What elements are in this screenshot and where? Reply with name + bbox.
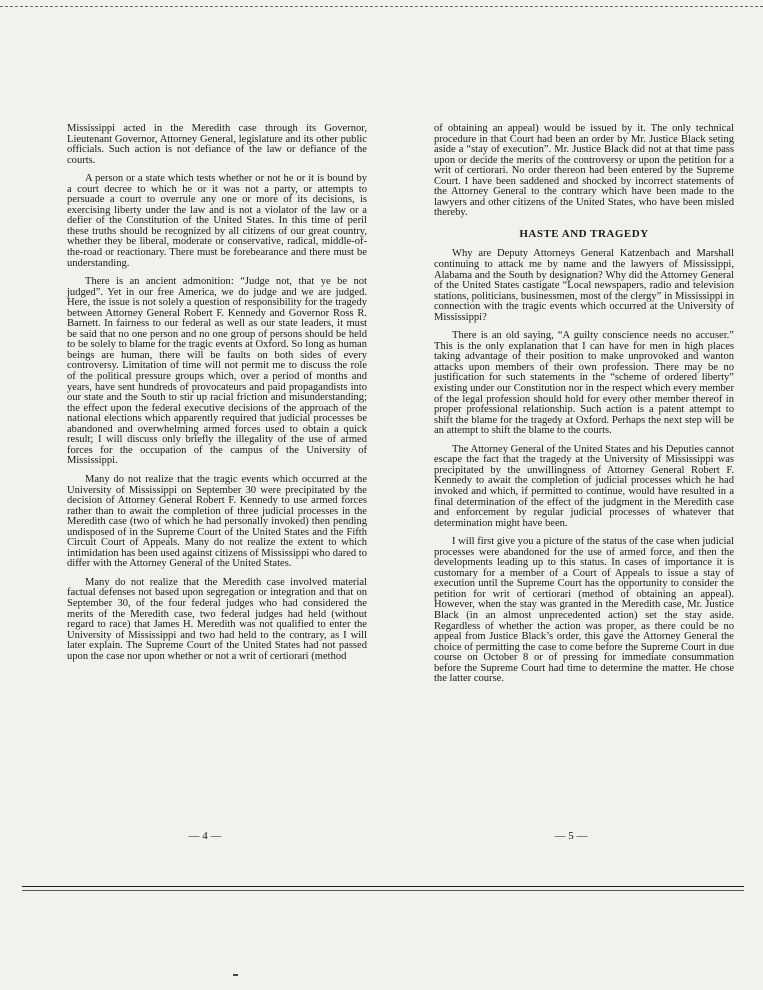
paragraph: Mississippi acted in the Meredith case through its Governor, Lieutenant Governor, Attorney General, legislature and its other public officials. Such action is not defiance of the law or defiance of the courts.	[67, 123, 367, 166]
bottom-rule	[22, 886, 744, 887]
paragraph: I will first give you a picture of the status of the case when judicial processes were abandoned for the use of armed force, and then the developments leading up to this status. In cases of importance it is customary for a member of a Court of Appeals to issue a stay of execution until the Supreme Court has the opportunity to consider the petition for writ of certiorari (method of obtaining an appeal). However, when the stay was granted in the Meredith case, Mr. Justice Black (in an almost unprecedented action) set the stay aside. Regardless of whether the action was proper, as there could be no appeal from Justice Black’s order, this gave the Attorney General the choice of permitting the case to come before the Supreme Court in due course on October 8 or of pressing for immediate consummation before the Supreme Court had time to determine the matter. He chose the latter course.	[434, 536, 734, 685]
paragraph: There is an old saying, “A guilty conscience needs no accuser.” This is the only explanation that I can have for men in high places taking advantage of their position to make unprovoked and wanton attacks upon members of their own profession. There may be no justification for such statements in the “scheme of ordered liberty” existing under our Constitution nor in the respect which every member of the legal profession should hold for every other member thereof in proper professional relationship. Such action is a patent attempt to shift the blame for the tragedy at Oxford. Perhaps the next step will be an attempt to shift the blame to the courts.	[434, 330, 734, 437]
top-dashed-rule	[0, 6, 763, 7]
section-heading: HASTE AND TRAGEDY	[519, 227, 649, 240]
paragraph: Why are Deputy Attorneys General Katzenbach and Marshall continuing to attack me by name and the lawyers of Mississippi, Alabama and the South by designation? Why did the Attorney General of the United States castigate “Local newspapers, radio and television stations, politicians, businessmen, most of the clergy” in Mississippi in connection with the tragic events which occurred at the University of Mississippi?	[434, 248, 734, 323]
bottom-rule-thin	[22, 890, 744, 891]
paragraph: Many do not realize that the tragic events which occurred at the University of Mississippi on September 30 were precipitated by the decision of Attorney General Robert F. Kennedy to use armed forces rather than to await the completion of three judicial processes in the Meredith case (two of which he had personally invoked) then pending undisposed of in the Supreme Court of the United States and the Fifth Circuit Court of Appeals. Many do not realize the extent to which intimidation has been used against citizens of Mississippi who dared to differ with the Attorney General of the United States.	[67, 473, 367, 570]
paragraph: of obtaining an appeal) would be issued by it. The only technical procedure in that Court had been an order by Mr. Justice Black seting aside a “stay of execution”. Mr. Justice Black did not at that time pass upon or decide the merits of the controversy or upon the petition for a writ of certiorari. No order thereon had been entered by the Supreme Court. I have been saddened and shocked by incorrect statements of the Attorney General to the contrary which have been made to the lawyers and other citizens of the United States, who have been misled thereby.	[434, 123, 734, 219]
paragraph: Many do not realize that the Meredith case involved material factual defenses not based upon segregation or integration and that on September 30, of the four federal judges who had considered the merits of the Meredith case, two federal judges had held (without regard to race) that James H. Meredith was not qualified to enter the University of Mississippi and two had held to the contrary, as I will later explain. The Supreme Court of the United States had not passed upon the case nor upon whether or not a writ of certiorari (method	[67, 576, 367, 662]
paragraph: There is an ancient admonition: “Judge not, that ye be not judged”. Yet in our free America, we do judge and we are judged. Here, the issue is not solely a question of responsibility for the tragedy between Attorney General Robert F. Kennedy and Governor Ross R. Barnett. In fairness to our federal as well as our state leaders, it must be said that no one person and no one group of persons should be held to be solely to blame for the tragic events at Oxford. So long as human beings are human, there will be faults on both sides of every controversy. Limitation of time will not permit me to discuss the role of the political pressure groups which, over a period of months and years, have sent hundreds of provocateurs and paid propagandists into our state and the South to stir up racial friction and misunderstanding; the effect upon the federal executive decisions of the approach of the national elections which apparently required that judicial processes be abandoned and overwhelming armed forces used to obtain a quick result; I will discuss only briefly the illegality of the use of armed forces for the occupation of the campus of the University of Mississippi.	[67, 276, 367, 467]
paragraph: The Attorney General of the United States and his Deputies cannot escape the fact that the tragedy at the University of Mississippi was precipitated by the unwillingness of Attorney General Robert F. Kennedy to await the completion of judicial processes which he had invoked and which, if permitted to continue, would have resulted in a final determination of the effect of the judgment in the Meredith case and enforcement by regular judicial processes of whatever that determination might have been.	[434, 443, 734, 529]
left-column	[67, 124, 367, 670]
page-number-right: — 5 —	[554, 830, 588, 842]
paragraph: A person or a state which tests whether or not he or it is bound by a court decree to which he or it was not a party, or attempts to persuade a court to overrule any one or more of its decisions, is exercising liberty under the law and is not a violator of the law or a defier of the Constitution of the United States. In this time of peril these truths should be recognized by all citizens of our great country, whether they be liberal, moderate or conservative, radical, middle-of-the-road or reactionary. There must be forebearance and there must be understanding.	[67, 173, 367, 269]
right-column	[434, 124, 734, 693]
page-number-left: — 4 —	[188, 830, 222, 842]
scan-speck	[233, 974, 238, 976]
